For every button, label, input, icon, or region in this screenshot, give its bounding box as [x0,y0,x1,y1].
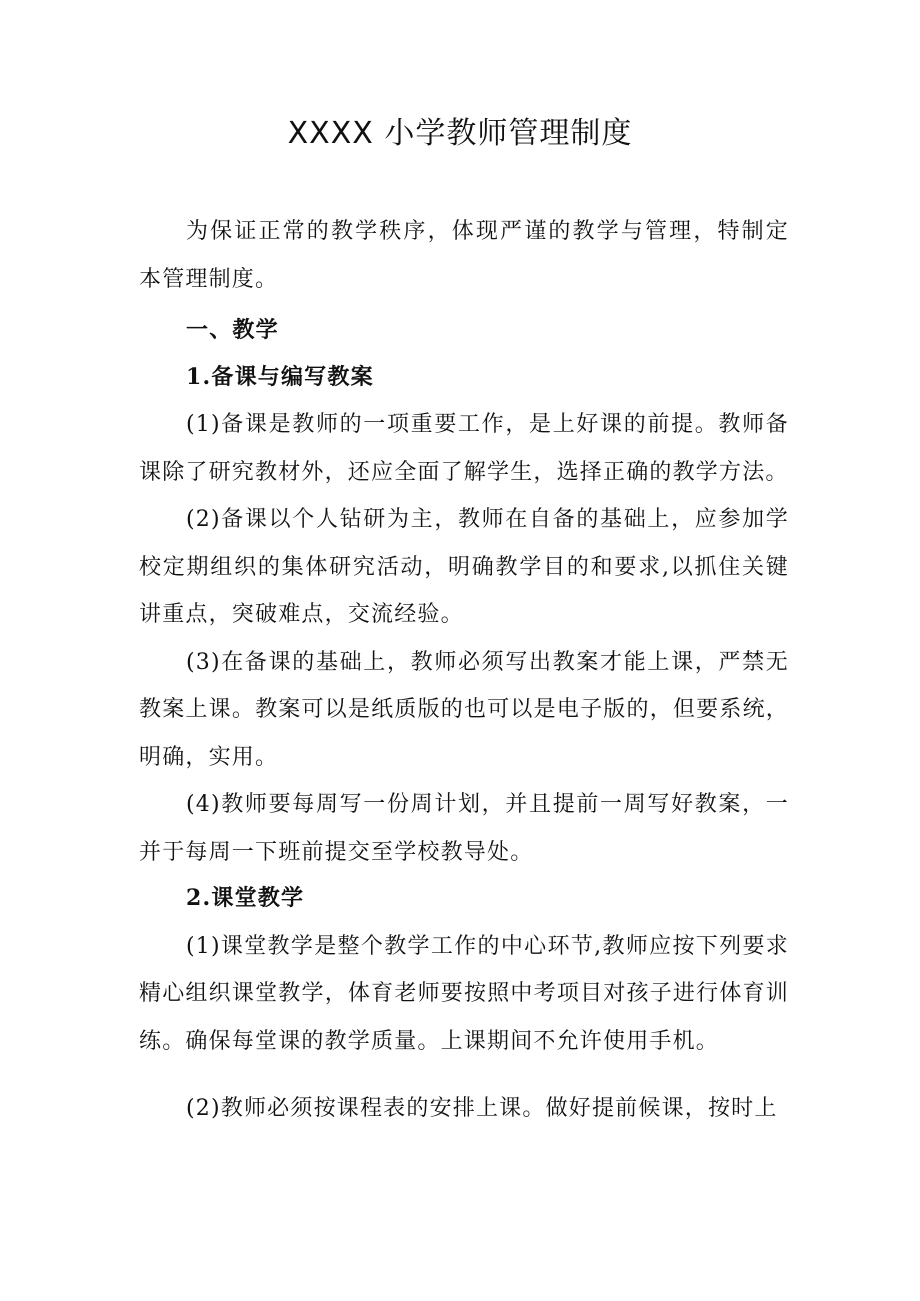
lesson-prep-item-1: (1)备课是教师的一项重要工作，是上好课的前提。教师备课除了研究教材外，还应全面了解学生，选择正确的教学方法。 [139,412,789,485]
subsection-heading-classroom-teaching: 2.课堂教学 [186,885,305,911]
subsection-heading-lesson-prep: 1.备课与编写教案 [186,363,374,390]
document-title: XXXX 小学教师管理制度 [287,116,633,151]
classroom-item-1: (1)课堂教学是整个教学工作的中心环节,教师应按下列要求精心组织课堂教学，体育老师要按照中考项目对孩子进行体育训练。确保每堂课的教学质量。上课期间不允许使用手机。 [139,933,789,1054]
lesson-prep-item-4: (4)教师要每周写一份周计划，并且提前一周写好教案，一并于每周一下班前提交至学校教导处。 [139,792,789,865]
paragraph-spacer [139,1065,789,1085]
intro-paragraph: 为保证正常的教学秩序，体现严谨的教学与管理，特制定本管理制度。 [139,219,789,292]
section-heading-teaching: 一、教学 [186,317,279,343]
classroom-item-2: (2)教师必须按课程表的安排上课。做好提前候课，按时上 [186,1096,778,1121]
lesson-prep-item-3: (3)在备课的基础上，教师必须写出教案才能上课，严禁无教案上课。教案可以是纸质版的也可以是电子版的，但要系统，明确，实用。 [139,649,789,770]
document-body [139,208,789,1133]
lesson-prep-item-2: (2)备课以个人钻研为主，教师在自备的基础上，应参加学校定期组织的集体研究活动，明确教学目的和要求,以抓住关键讲重点，突破难点，交流经验。 [139,507,789,627]
